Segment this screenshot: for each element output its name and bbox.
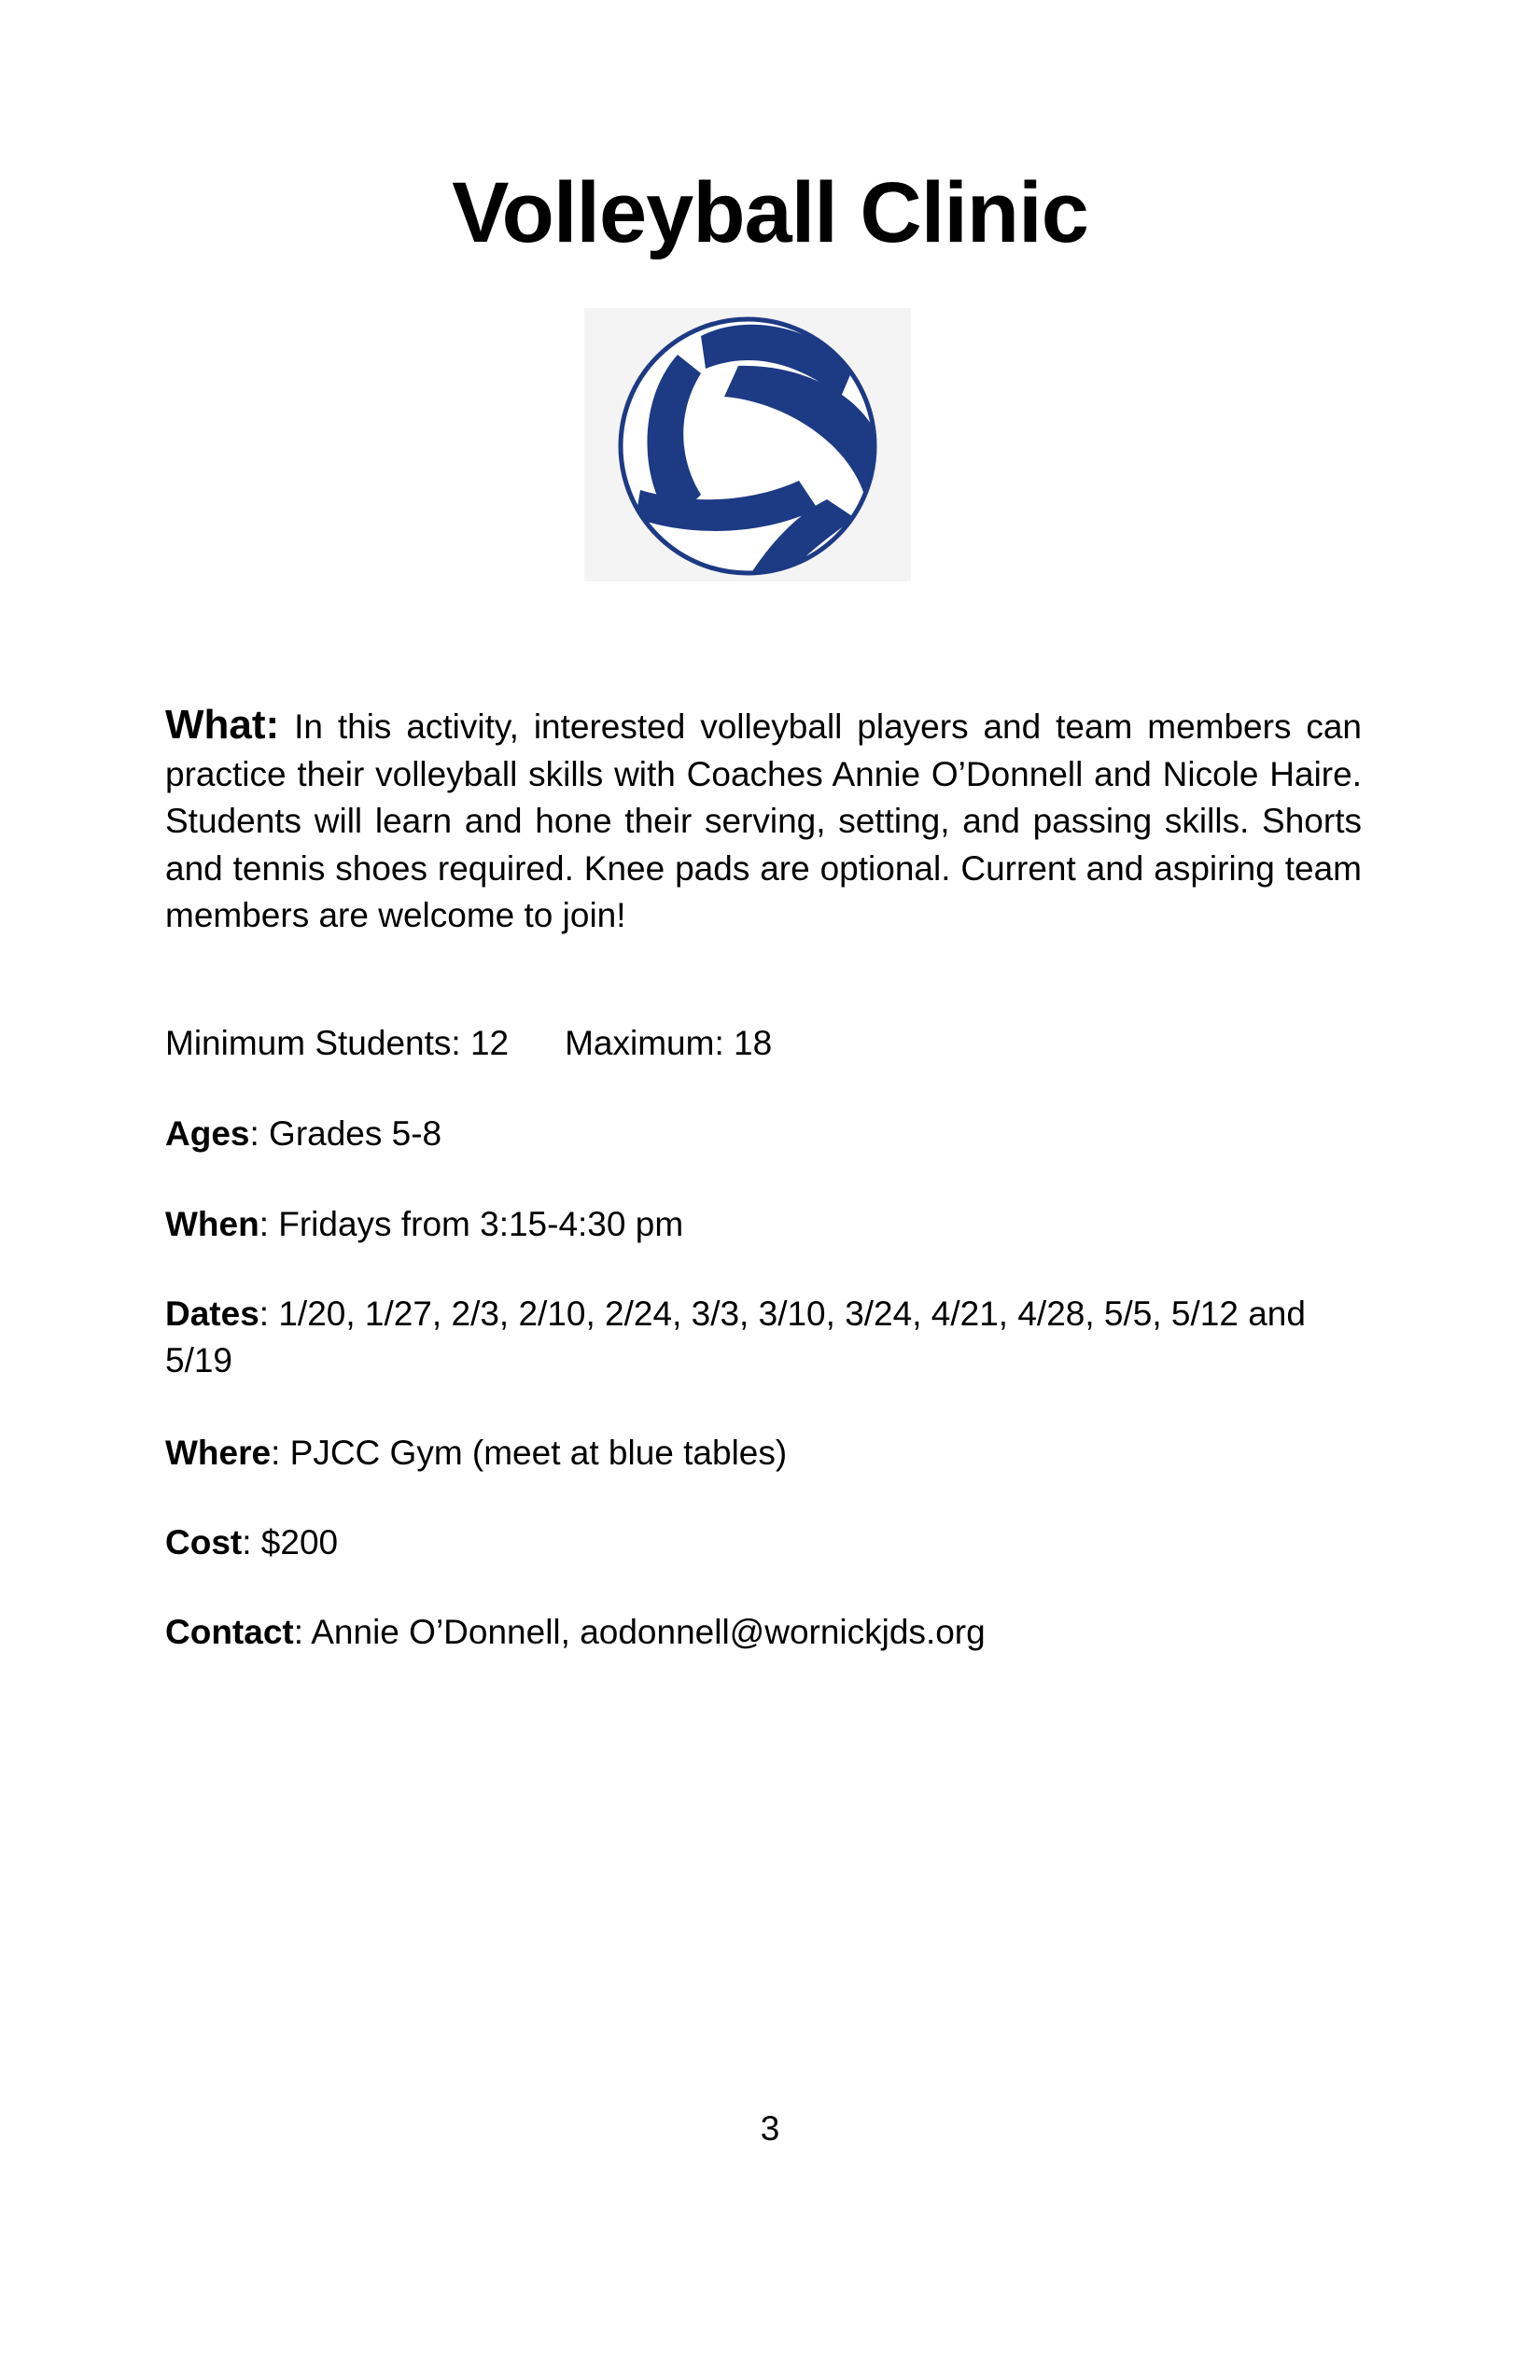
when-label: When [165,1205,259,1243]
where-label: Where [165,1434,272,1472]
cost-label: Cost [165,1523,243,1561]
contact-label: Contact [165,1613,294,1651]
minimum-students: Minimum Students: 12 [165,1024,510,1062]
dates-value: : 1/20, 1/27, 2/3, 2/10, 2/24, 3/3, 3/10, 3/24, 4/21, 4/28, 5/5, 5/12 and 5/19 [165,1295,1306,1379]
cost-value: : $200 [242,1523,339,1561]
ages-value: : Grades 5-8 [249,1114,442,1153]
page-title: Volleyball Clinic [452,165,1088,260]
page-number: 3 [760,2109,780,2148]
ages-label: Ages [165,1114,250,1153]
contact-row [165,1609,986,1656]
where-row [165,1430,787,1477]
contact-value: : Annie O’Donnell, aodonnell@wornickjds.org [293,1613,986,1651]
what-label: What: [165,702,280,748]
dates-row [165,1291,1362,1384]
enrollment-row [165,1020,772,1067]
what-paragraph [165,702,1362,940]
volleyball-icon [584,308,911,581]
where-value: : PJCC Gym (meet at blue tables) [271,1434,788,1472]
cost-row [165,1519,338,1566]
maximum-students: Maximum: 18 [565,1024,773,1062]
dates-label: Dates [165,1295,259,1333]
when-value: : Fridays from 3:15-4:30 pm [259,1205,684,1243]
when-row [165,1201,683,1248]
ages-row [165,1111,441,1157]
what-text: In this activity, interested volleyball players and team members can practice their volleyball skills with Coaches Annie O’Donnell and Nicole Haire. Students will learn and hone their serving, setting, and passing skills. Shorts and tennis shoes required. Knee pads are optional. Current and aspiring team members are welcome to join! [165,707,1362,934]
